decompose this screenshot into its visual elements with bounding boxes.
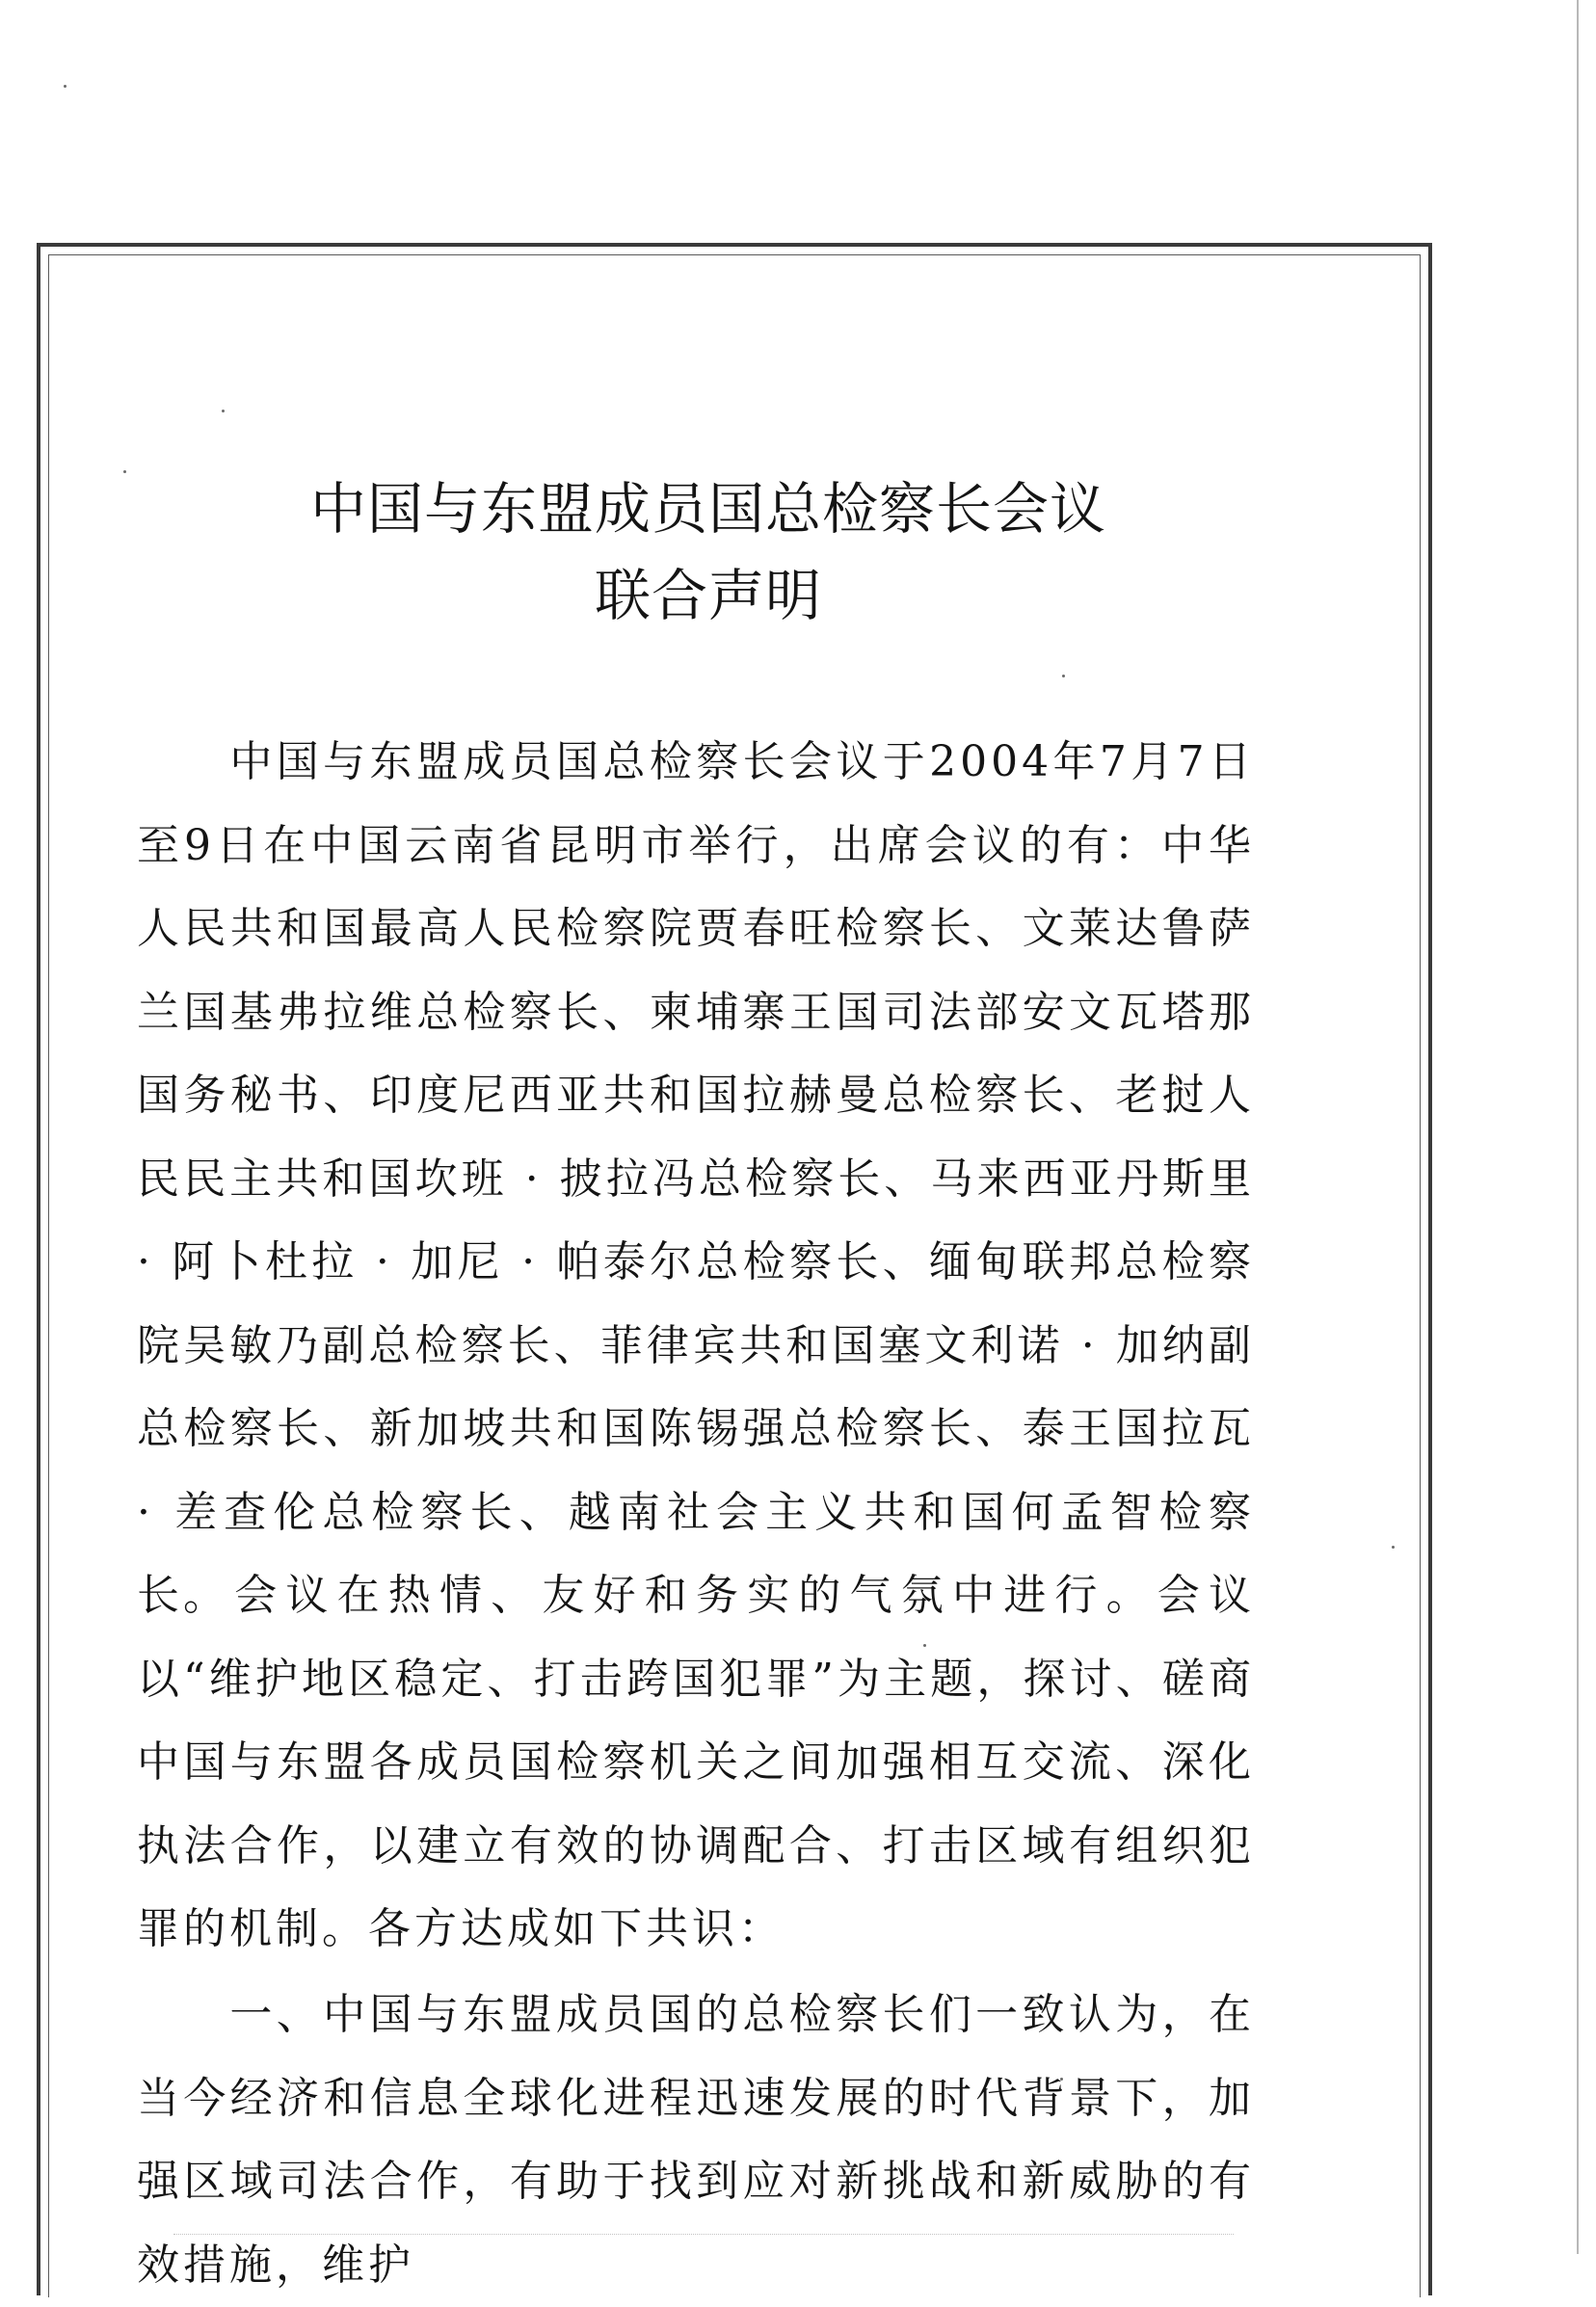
document-subtitle: 联合声明 <box>594 563 822 628</box>
paragraph-text: 一、中国与东盟成员国的总检察长们一致认为，在当今经济和信息全球化进程迅速发展的时代背景下，加强区域司法合作，有助于找到应对新挑战和新威胁的有效措施，维护 <box>137 1990 1255 2290</box>
paragraph-text: 中国与东盟成员国总检察长会议于2004年7月7日至9日在中国云南省昆明市举行，出席会议的有：中华人民共和国最高人民检察院贾春旺检察长、文莱达鲁萨兰国基弗拉维总检察长、柬埔寨王国司法部安文瓦塔那国务秘书、印度尼西亚共和国拉赫曼总检察长、老挝人民民主共和国坎班 · 披拉冯总检察长、马来西亚丹斯里 · 阿卜杜拉 · 加尼 · 帕泰尔总检察长、缅甸联邦总检察院吴敏乃副总检察长、菲律宾共和国塞文利诺 · 加纳副总检察长、新加坡共和国陈锡强总检察长、泰王国拉瓦 · 差查伦总检察长、越南社会主义共和国何孟智检察长。 <box>137 737 1255 1620</box>
paragraph-attendees <box>137 721 1255 1638</box>
document-title: 中国与东盟成员国总检察长会议 <box>309 476 1106 542</box>
scan-speck <box>1392 1546 1395 1549</box>
scan-speck <box>1062 675 1065 677</box>
scan-speck <box>64 85 66 88</box>
scan-edge-line <box>1577 0 1579 2254</box>
paragraph-meeting-theme <box>137 1554 1255 1972</box>
paragraph-text: 会议在热情、友好和务实的气氛中进行。会议以“维护地区稳定、打击跨国犯罪”为主题，探讨、磋商中国与东盟各成员国检察机关之间加强相互交流、深化执法合作，以建立有效的协调配合、打击区域有组织犯罪的机制。各方达成如下共识： <box>137 1571 1255 1953</box>
scan-speck <box>222 410 225 412</box>
scan-footer-marks <box>173 2234 1234 2244</box>
paragraph-consensus-one <box>137 1974 1255 2307</box>
